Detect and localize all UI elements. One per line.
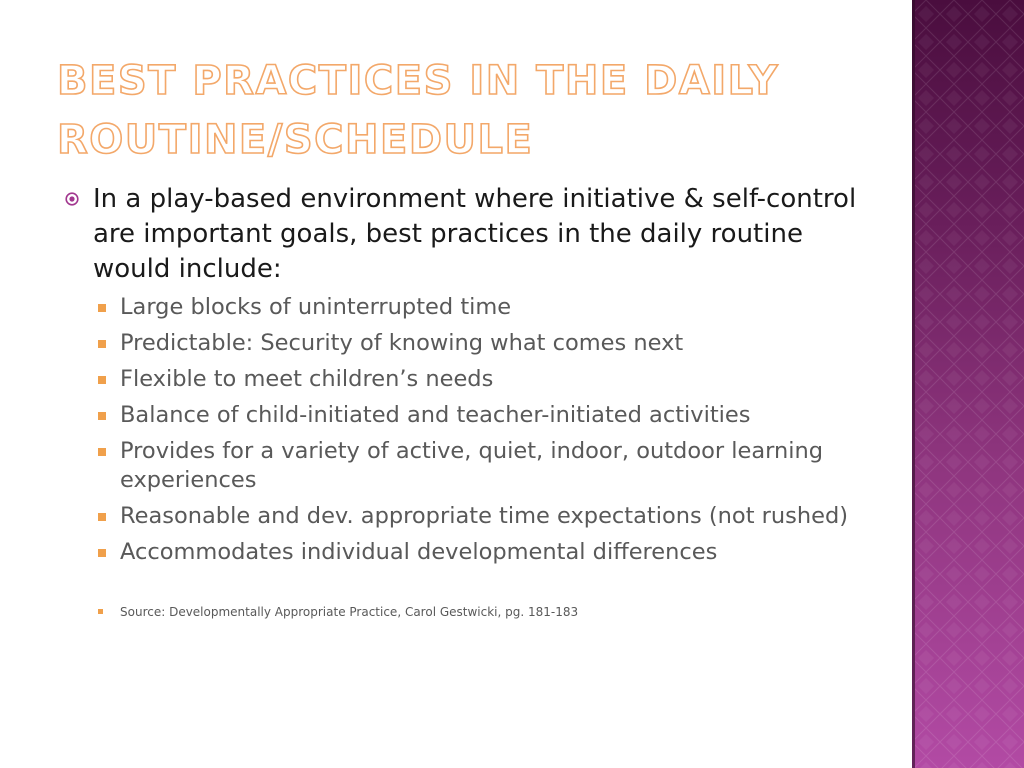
square-bullet-icon xyxy=(98,549,106,557)
list-item-text: Provides for a variety of active, quiet, indoor, outdoor learning experiences xyxy=(120,438,824,493)
diamond-pattern xyxy=(912,0,1024,768)
square-bullet-icon xyxy=(98,513,106,521)
source-text: Source: Developmentally Appropriate Practice, Carol Gestwicki, pg. 181-183 xyxy=(120,605,579,619)
square-bullet-icon xyxy=(98,340,106,348)
list-item xyxy=(60,365,860,394)
circle-dot-icon xyxy=(65,192,79,206)
list-item-text: Balance of child-initiated and teacher-initiated activities xyxy=(120,402,751,428)
square-bullet-icon xyxy=(98,376,106,384)
main-point xyxy=(60,182,860,287)
decorative-side-band xyxy=(912,0,1024,768)
list-item-text: Predictable: Security of knowing what comes next xyxy=(120,330,684,356)
square-bullet-icon xyxy=(98,609,103,614)
list-item-text: Reasonable and dev. appropriate time expectations (not rushed) xyxy=(120,502,849,529)
list-item xyxy=(60,293,860,322)
sub-point-list xyxy=(60,293,860,566)
slide-content xyxy=(60,182,860,620)
square-bullet-icon xyxy=(98,412,106,420)
list-item xyxy=(60,538,860,567)
list-item-text: Large blocks of uninterrupted time xyxy=(120,294,512,320)
list-item xyxy=(60,401,860,430)
list-item xyxy=(60,329,860,358)
list-item xyxy=(60,502,860,531)
square-bullet-icon xyxy=(98,448,106,456)
list-item xyxy=(60,437,860,494)
main-point-text: In a play-based environment where initiative & self-control are important goals, best practices in the daily routine would include: xyxy=(93,184,857,284)
list-item-text: Accommodates individual developmental differences xyxy=(120,538,718,565)
source-citation xyxy=(60,604,860,620)
slide-title: BEST PRACTICES IN THE DAILY ROUTINE/SCHEDULE xyxy=(57,58,779,163)
list-item-text: Flexible to meet children’s needs xyxy=(120,366,494,392)
square-bullet-icon xyxy=(98,304,106,312)
